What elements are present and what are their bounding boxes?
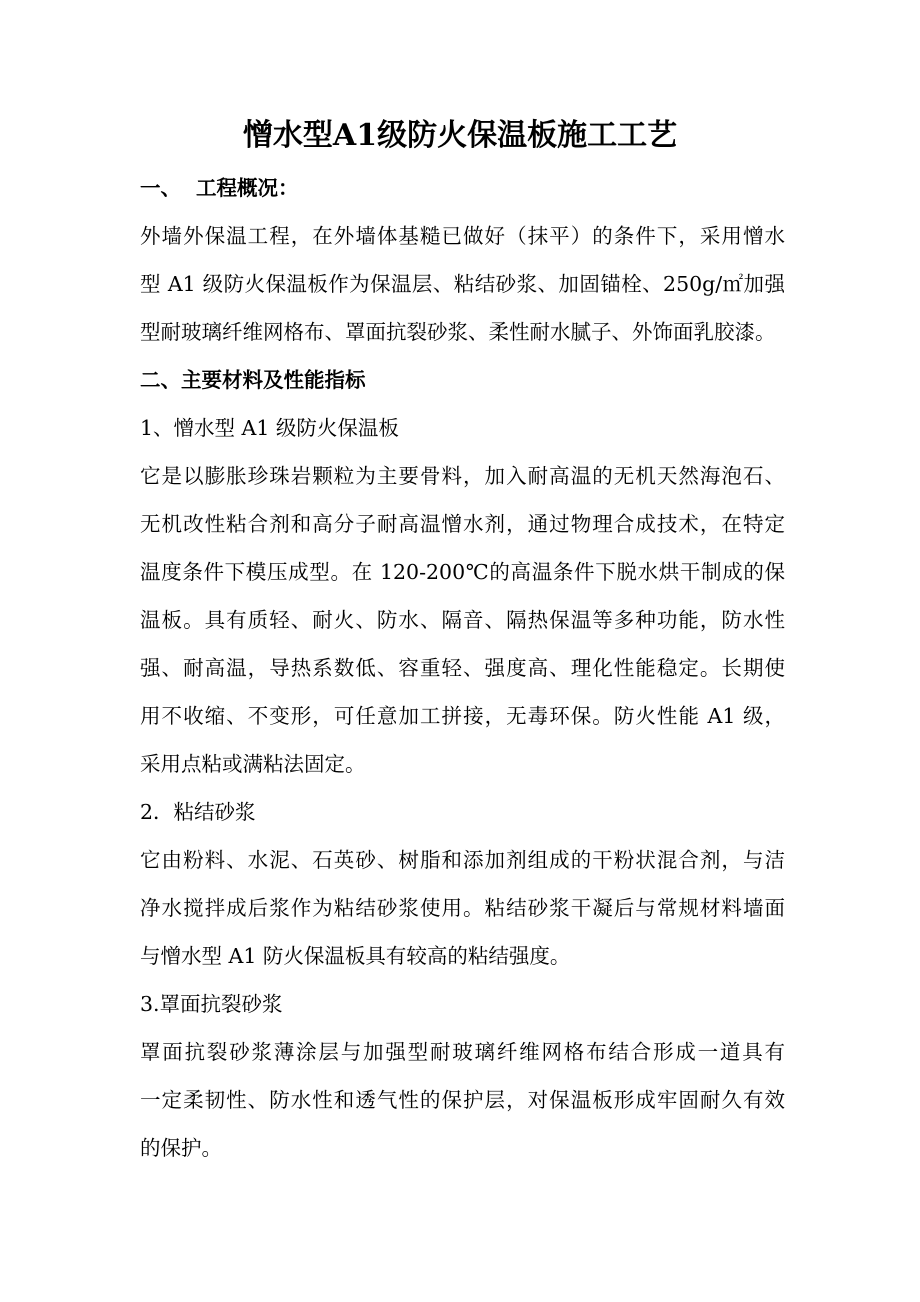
document-body xyxy=(140,164,785,1172)
section-1-heading xyxy=(140,164,785,212)
section-1-line-2: 型 A1 级防火保温板作为保温层、粘结砂浆、加固锚栓、250g/㎡加强 xyxy=(140,272,785,296)
item-3-line-2: 一定柔韧性、防水性和透气性的保护层，对保温板形成牢固耐久有效 xyxy=(140,1088,785,1112)
section-1-number: 一、 xyxy=(140,176,181,200)
section-1-title: 工程概况： xyxy=(196,176,299,200)
item-1-line-7: 采用点粘或满粘法固定。 xyxy=(140,752,366,776)
item-3-line-1: 罩面抗裂砂浆薄涂层与加强型耐玻璃纤维网格布结合形成一道具有 xyxy=(140,1040,785,1064)
item-3-line-3: 的保护。 xyxy=(140,1136,222,1160)
section-1-line-1: 外墙外保温工程，在外墙体基糙已做好（抹平）的条件下，采用憎水 xyxy=(140,224,785,248)
section-1-line-3: 型耐玻璃纤维网格布、罩面抗裂砂浆、柔性耐水腻子、外饰面乳胶漆。 xyxy=(140,320,776,344)
item-2-line-1: 它由粉料、水泥、石英砂、树脂和添加剂组成的干粉状混合剂，与洁 xyxy=(140,848,785,872)
item-2-line-3: 与憎水型 A1 防火保温板具有较高的粘结强度。 xyxy=(140,944,571,968)
item-1-line-4: 温板。具有质轻、耐火、防水、隔音、隔热保温等多种功能，防水性 xyxy=(140,608,785,632)
item-1-line-6: 用不收缩、不变形，可任意加工拼接，无毒环保。防火性能 A1 级， xyxy=(140,704,785,728)
item-1-line-3: 温度条件下模压成型。在 120-200℃的高温条件下脱水烘干制成的保 xyxy=(140,560,785,584)
item-1-line-5: 强、耐高温，导热系数低、容重轻、强度高、理化性能稳定。长期使 xyxy=(140,656,785,680)
item-3-heading: 3.罩面抗裂砂浆 xyxy=(140,992,283,1016)
document-title: 憎水型A1级防火保温板施工工艺 xyxy=(242,118,678,153)
item-1-line-2: 无机改性粘合剂和高分子耐高温憎水剂，通过物理合成技术，在特定 xyxy=(140,512,785,536)
item-2-heading: 2．粘结砂浆 xyxy=(140,800,256,824)
item-1-heading: 1、憎水型 A1 级防火保温板 xyxy=(140,416,399,440)
item-1-line-1: 它是以膨胀珍珠岩颗粒为主要骨料，加入耐高温的无机天然海泡石、 xyxy=(140,464,785,488)
section-2-heading: 二、主要材料及性能指标 xyxy=(140,368,366,392)
item-2-line-2: 净水搅拌成后浆作为粘结砂浆使用。粘结砂浆干凝后与常规材料墙面 xyxy=(140,896,785,920)
